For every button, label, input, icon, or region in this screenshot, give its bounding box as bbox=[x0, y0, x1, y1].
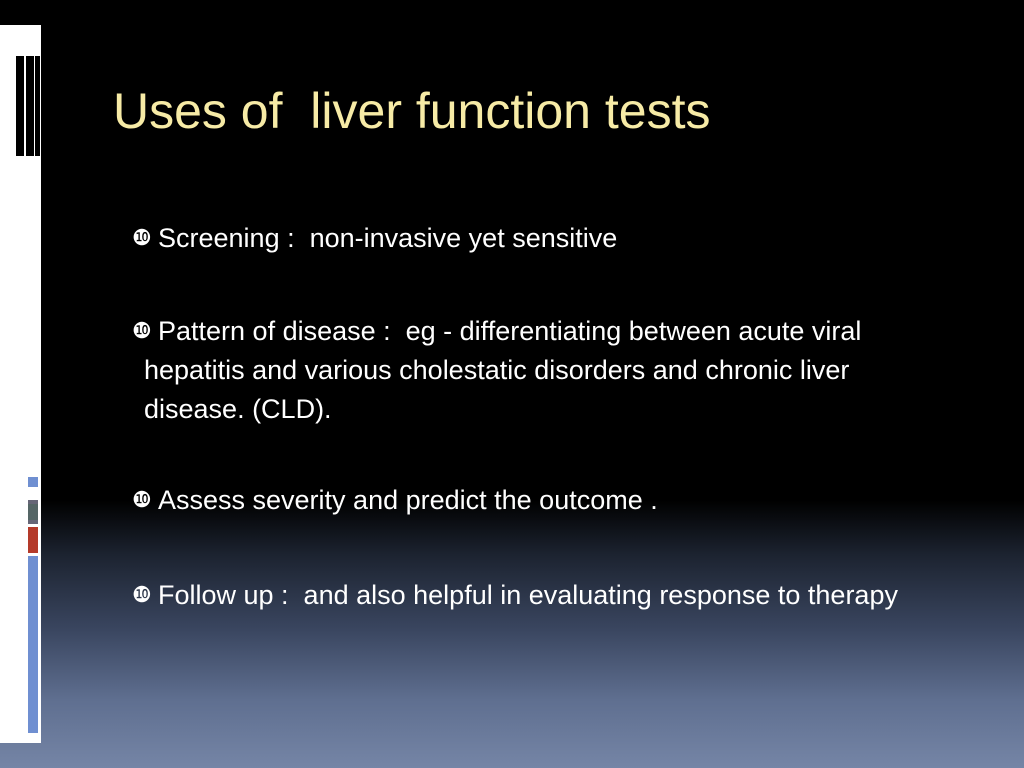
decorative-bar bbox=[26, 56, 34, 156]
bullet-item bbox=[118, 480, 918, 520]
number-ten-bullet-icon: ❿ bbox=[132, 318, 152, 343]
bullet-text: Follow up : and also helpful in evaluating response to therapy bbox=[158, 580, 898, 610]
bullet-text: Pattern of disease : eg - differentiating between acute viral hepatitis and various cholestatic disorders and chronic liver disease. (CLD). bbox=[144, 316, 869, 424]
decorative-bar bbox=[35, 56, 40, 156]
bullet-item bbox=[118, 575, 918, 615]
number-ten-bullet-icon: ❿ bbox=[132, 225, 152, 250]
number-ten-bullet-icon: ❿ bbox=[132, 487, 152, 512]
slide-title: Uses of liver function tests bbox=[113, 83, 711, 139]
bullet-item bbox=[118, 218, 918, 258]
bullet-text: Assess severity and predict the outcome . bbox=[158, 485, 658, 515]
bullet-item bbox=[118, 311, 918, 429]
bullet-list bbox=[118, 218, 918, 615]
bullet-text: Screening : non-invasive yet sensitive bbox=[158, 223, 618, 253]
decorative-bar bbox=[28, 477, 38, 487]
decorative-bar bbox=[28, 527, 38, 553]
number-ten-bullet-icon: ❿ bbox=[132, 582, 152, 607]
decorative-bar bbox=[28, 556, 38, 733]
decorative-bar bbox=[16, 56, 24, 156]
decorative-bar bbox=[28, 487, 38, 499]
decorative-bar bbox=[28, 504, 38, 520]
